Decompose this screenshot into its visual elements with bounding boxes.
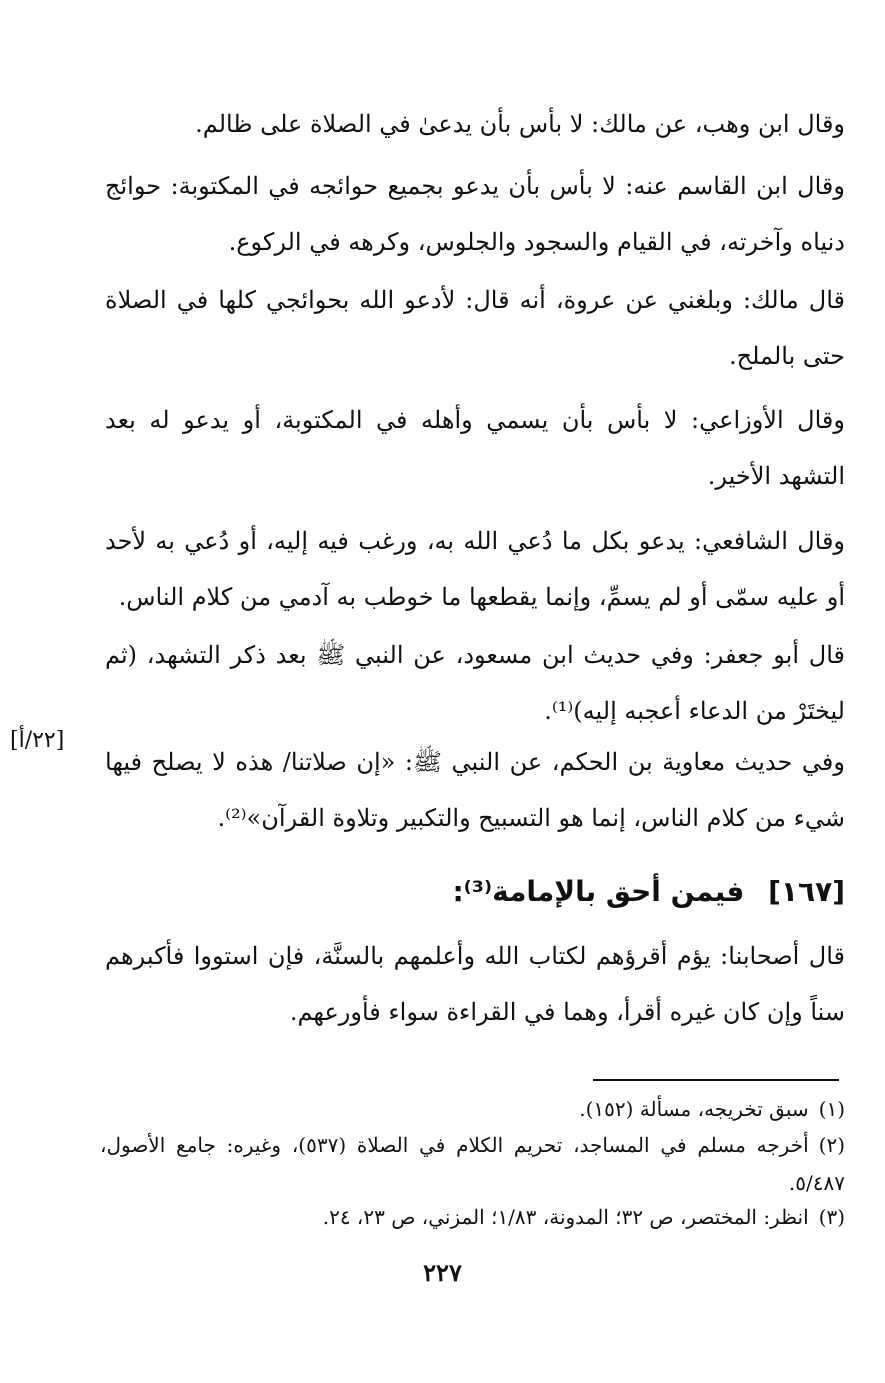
footnote-2 (100, 1126, 845, 1202)
footnote-text: انظر: المختصر، ص ٣٢؛ المدونة، ١/٨٣؛ المزني، ص ٢٣، ٢٤. (322, 1205, 809, 1229)
paragraph-muawiya-hadith: وفي حديث معاوية بن الحكم، عن النبي ﷺ: «إن صلاتنا/ هذه لا يصلح فيها شيء من كلام الناس، إنما هو التسبيح والتكبير وتلاوة القرآن»⁽²⁾. (105, 748, 845, 832)
paragraph-ibn-wahb: وقال ابن وهب، عن مالك: لا بأس بأن يدعىٰ في الصلاة على ظالم. (195, 110, 845, 138)
footnote-text: أخرجه مسلم في المساجد، تحريم الكلام في الصلاة (٥٣٧)، وغيره: جامع الأصول، ٥/٤٨٧. (100, 1133, 845, 1195)
paragraph-abu-jafar: قال أبو جعفر: وفي حديث ابن مسعود، عن النبي ﷺ بعد ذكر التشهد، (ثم ليختَرْ من الدعاء أعجبه إليه)⁽¹⁾. (105, 641, 845, 725)
manuscript-folio-note: [٢٢/أ] (10, 728, 65, 753)
paragraph-malik-urwa: قال مالك: وبلغني عن عروة، أنه قال: لأدعو الله بحوائجي كلها في الصلاة حتى بالملح. (105, 286, 845, 370)
section-number: [١٦٧] (768, 875, 845, 908)
paragraph-imamate: قال أصحابنا: يؤم أقرؤهم لكتاب الله وأعلمهم بالسنَّة، فإن استووا فأكبرهم سناً وإن كان غيره أقرأ، وهما في القراءة سواء فأورعهم. (105, 942, 845, 1026)
footnote-number: (٢) (818, 1133, 846, 1157)
footnote-text: سبق تخريجه، مسألة (١٥٢). (579, 1097, 809, 1121)
paragraph-ibn-al-qasim: وقال ابن القاسم عنه: لا بأس بأن يدعو بجميع حوائجه في المكتوبة: حوائج دنياه وآخرته، في القيام والسجود والجلوس، وكرهه في الركوع. (105, 172, 845, 256)
footnote-1 (100, 1090, 845, 1128)
footnote-number: (١) (818, 1097, 845, 1121)
section-title: فيمن أحق بالإمامة⁽³⁾: (452, 875, 745, 908)
footnote-divider (593, 1079, 839, 1081)
footnote-number: (٣) (818, 1205, 845, 1229)
section-heading (105, 862, 845, 922)
paragraph-shafii: وقال الشافعي: يدعو بكل ما دُعي الله به، ورغب فيه إليه، أو دُعي به لأحد أو عليه سمّى أو لم يسمِّ، وإنما يقطعها ما خوطب به آدمي من كلام الناس. (105, 527, 845, 611)
page-number: ٢٢٧ (423, 1258, 462, 1287)
footnote-3 (100, 1198, 845, 1236)
paragraph-awzai: وقال الأوزاعي: لا بأس بأن يسمي وأهله في المكتوبة، أو يدعو له بعد التشهد الأخير. (105, 406, 845, 490)
